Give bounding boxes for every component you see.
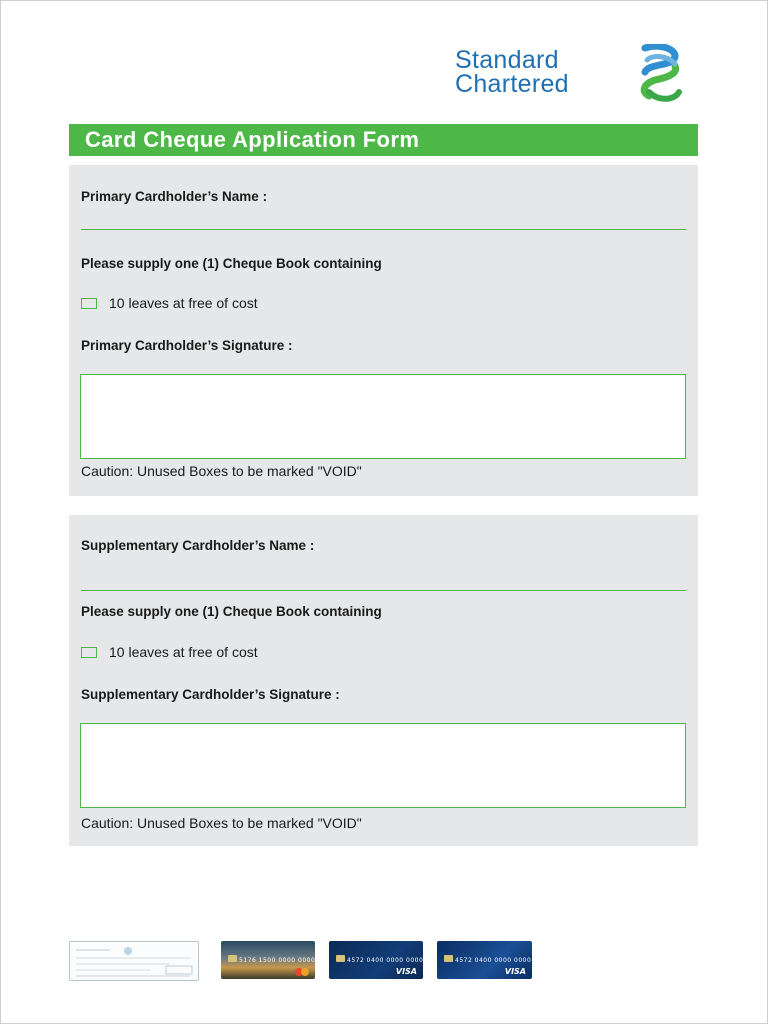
supplementary-caution-text: Caution: Unused Boxes to be marked "VOID" — [81, 815, 362, 831]
primary-cardholder-section — [69, 165, 698, 496]
logo-line-2: Chartered — [455, 70, 569, 98]
card-chip-icon — [444, 955, 453, 962]
card-chip-icon — [336, 955, 345, 962]
primary-name-field[interactable] — [81, 229, 686, 230]
sc-swirl-icon — [635, 44, 685, 106]
primary-option-row — [81, 295, 258, 311]
logo-line-1: Standard — [455, 46, 559, 74]
standard-chartered-logo — [455, 44, 705, 106]
primary-option-label: 10 leaves at free of cost — [109, 295, 258, 311]
cheque-lines-icon — [70, 942, 198, 980]
form-title: Card Cheque Application Form — [85, 127, 420, 152]
primary-leaves-checkbox[interactable] — [81, 298, 97, 309]
card-3-visa-logo: VISA — [504, 967, 526, 976]
supplementary-cardholder-section — [69, 515, 698, 846]
credit-card-image-3 — [437, 941, 532, 979]
card-2-number: 4572 0400 0000 0000 — [347, 957, 423, 964]
supplementary-leaves-checkbox[interactable] — [81, 647, 97, 658]
primary-supply-label: Please supply one (1) Cheque Book containing — [81, 256, 382, 271]
logo-wordmark — [455, 48, 569, 96]
card-3-number: 4572 0400 0000 0000 — [455, 957, 532, 964]
primary-caution-text: Caution: Unused Boxes to be marked "VOID" — [81, 463, 362, 479]
card-1-number: 5176 1500 0000 0000 — [239, 957, 315, 964]
primary-signature-box[interactable] — [80, 374, 686, 459]
primary-signature-label: Primary Cardholder’s Signature : — [81, 338, 293, 353]
supplementary-supply-label: Please supply one (1) Cheque Book containing — [81, 604, 382, 619]
primary-name-label: Primary Cardholder’s Name : — [81, 189, 268, 204]
supplementary-signature-box[interactable] — [80, 723, 686, 808]
cheque-image — [69, 941, 199, 981]
card-chip-icon — [228, 955, 237, 962]
card-2-visa-logo: VISA — [395, 967, 417, 976]
supplementary-option-label: 10 leaves at free of cost — [109, 644, 258, 660]
credit-card-image-2 — [329, 941, 423, 979]
credit-card-image-1 — [221, 941, 315, 979]
supplementary-name-field[interactable] — [81, 590, 686, 591]
supplementary-option-row — [81, 644, 258, 660]
footer-images — [0, 941, 768, 981]
form-title-bar — [69, 124, 698, 156]
mastercard-logo-icon — [295, 968, 309, 976]
supplementary-name-label: Supplementary Cardholder’s Name : — [81, 538, 315, 553]
supplementary-signature-label: Supplementary Cardholder’s Signature : — [81, 687, 340, 702]
